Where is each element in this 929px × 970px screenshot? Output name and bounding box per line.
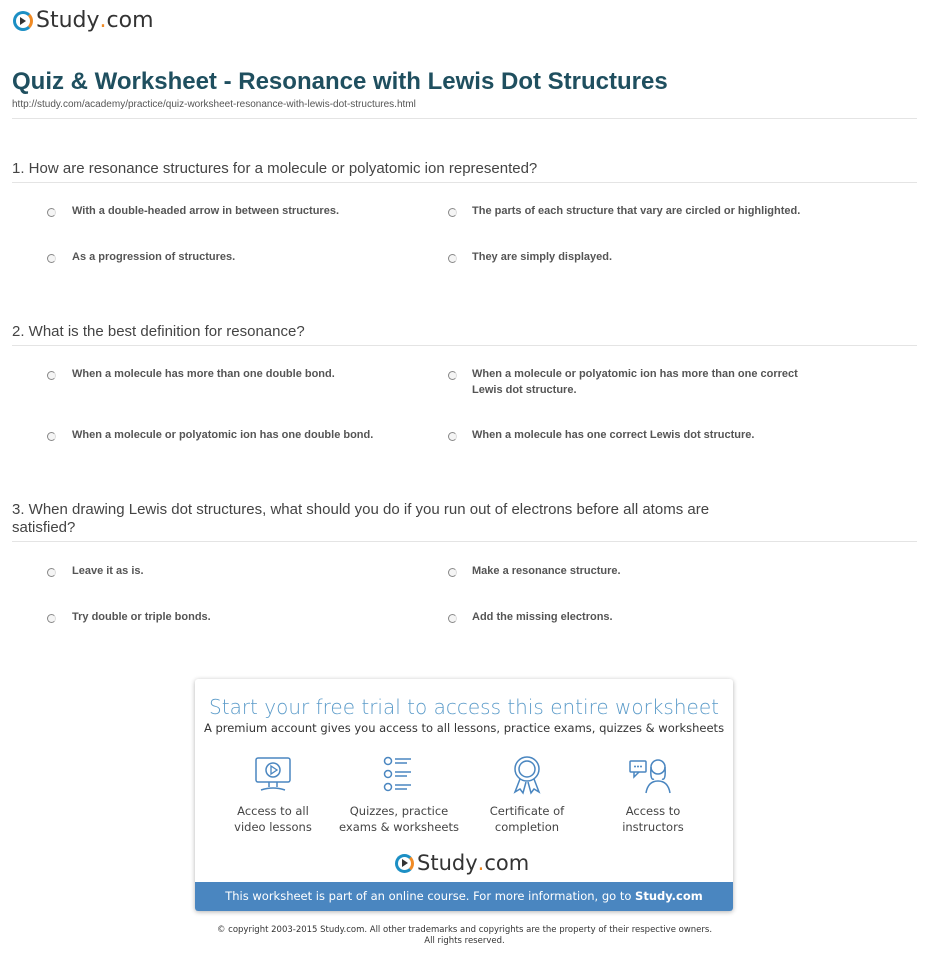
feature-quizzes [334, 755, 464, 835]
list-icon [379, 755, 419, 795]
promo-study-logo[interactable] [395, 851, 529, 875]
radio-q1-a[interactable] [47, 208, 56, 217]
radio-q3-b[interactable] [448, 568, 457, 577]
option-q1-a[interactable]: With a double-headed arrow in between structures. [72, 205, 339, 217]
option-q2-a[interactable]: When a molecule has more than one double bond. [72, 368, 335, 380]
option-q3-b[interactable]: Make a resonance structure. [472, 565, 621, 577]
copyright-line: © copyright 2003-2015 Study.com. All other trademarks and copyrights are the property of their respective owners. [216, 925, 713, 935]
feature-label: Quizzes, practice [349, 804, 449, 818]
feature-video [208, 755, 338, 835]
option-q1-c[interactable]: As a progression of structures. [72, 251, 236, 263]
divider [12, 345, 917, 346]
feature-instructors [588, 755, 718, 835]
radio-q3-a[interactable] [47, 568, 56, 577]
bar-text: This worksheet is part of an online course. For more information, go to [225, 889, 636, 903]
feature-label: video lessons [234, 820, 312, 834]
question-3: 3. When drawing Lewis dot structures, what should you do if you run out of electrons before all atoms are satisfied? [12, 501, 710, 536]
logo-dot: . [477, 851, 485, 875]
divider [12, 118, 917, 119]
option-q2-c[interactable]: When a molecule or polyatomic ion has one double bond. [72, 429, 374, 441]
logo-suffix: com [484, 851, 530, 875]
question-2: 2. What is the best definition for resonance? [12, 323, 305, 340]
page-url: http://study.com/academy/practice/quiz-worksheet-resonance-with-lewis-dot-structures.html [12, 99, 416, 110]
radio-q2-b[interactable] [448, 371, 457, 380]
page-title: Quiz & Worksheet - Resonance with Lewis Dot Structures [12, 68, 668, 95]
feature-label: Access to [625, 804, 681, 818]
logo-suffix: com [106, 8, 154, 33]
radio-q3-d[interactable] [448, 614, 457, 623]
certificate-icon [507, 755, 547, 795]
feature-label: exams & worksheets [339, 820, 459, 834]
feature-label: Certificate of [489, 804, 565, 818]
option-q2-d[interactable]: When a molecule has one correct Lewis dot structure. [472, 429, 755, 441]
divider [12, 541, 917, 542]
radio-q1-b[interactable] [448, 208, 457, 217]
course-info-bar [195, 882, 733, 911]
option-q1-d[interactable]: They are simply displayed. [472, 251, 613, 263]
logo-dot: . [99, 8, 107, 33]
play-logo-icon [13, 11, 33, 31]
logo-text: Study [417, 851, 478, 875]
question-1: 1. How are resonance structures for a molecule or polyatomic ion represented? [12, 160, 538, 177]
rights-line: All rights reserved. [424, 936, 505, 946]
instructor-icon [628, 755, 678, 795]
radio-q2-d[interactable] [448, 432, 457, 441]
feature-certificate [462, 755, 592, 835]
promo-title[interactable]: Start your free trial to access this entire worksheet [209, 695, 719, 719]
radio-q3-c[interactable] [47, 614, 56, 623]
divider [12, 182, 917, 183]
video-monitor-icon [253, 755, 293, 795]
copyright [0, 925, 929, 947]
study-logo[interactable] [13, 8, 154, 33]
feature-label: Access to all [237, 804, 309, 818]
logo-text: Study [36, 8, 100, 33]
free-trial-panel [195, 679, 733, 911]
radio-q2-c[interactable] [47, 432, 56, 441]
option-q3-d[interactable]: Add the missing electrons. [472, 611, 613, 623]
option-q1-b[interactable]: The parts of each structure that vary are circled or highlighted. [472, 205, 801, 217]
radio-q1-d[interactable] [448, 254, 457, 263]
option-q3-a[interactable]: Leave it as is. [72, 565, 144, 577]
feature-label: instructors [622, 820, 684, 834]
study-com-link[interactable]: Study.com [635, 889, 703, 903]
radio-q1-c[interactable] [47, 254, 56, 263]
option-q2-b[interactable]: When a molecule or polyatomic ion has more than one correct Lewis dot structure. [472, 368, 798, 396]
promo-subtitle: A premium account gives you access to all lessons, practice exams, quizzes & worksheets [203, 721, 725, 735]
feature-label: completion [494, 820, 560, 834]
radio-q2-a[interactable] [47, 371, 56, 380]
option-q3-c[interactable]: Try double or triple bonds. [72, 611, 211, 623]
play-logo-icon [395, 854, 414, 873]
